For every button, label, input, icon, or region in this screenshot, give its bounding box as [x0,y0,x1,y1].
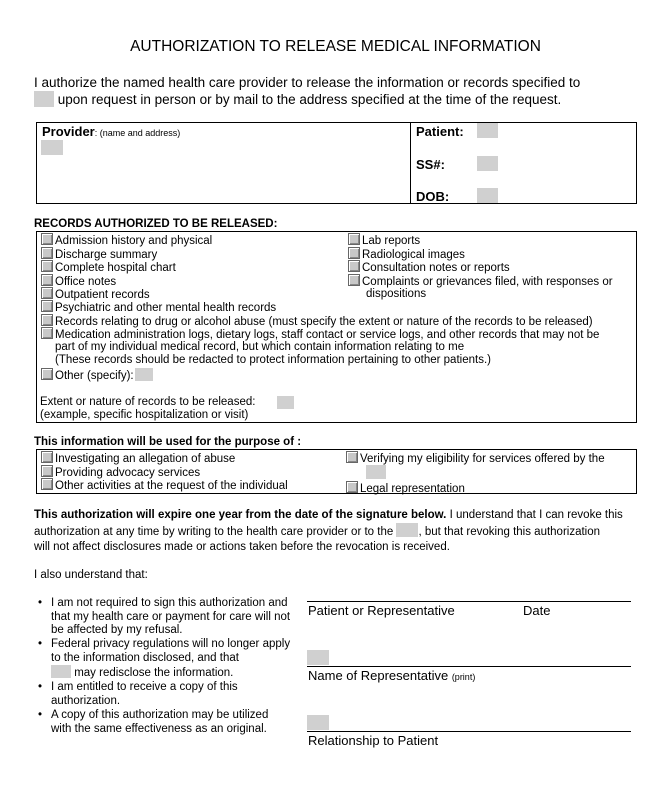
record-label: Admission history and physical [55,235,213,247]
record-label: Other (specify): [55,370,134,382]
checkbox-icon[interactable] [41,300,53,312]
bullet-refusal: • I am not required to sign this authorization and that my health care or payment for care will not be affected by my refusal. [51,597,301,638]
checkbox-icon[interactable] [41,287,53,299]
relationship-field[interactable] [307,715,329,730]
bullet-effectiveness: • A copy of this authorization may be utilized with the same effectiveness as an original. [51,709,281,736]
record-label: Psychiatric and other mental health records [55,302,277,314]
provider-label-text: Provider [42,124,95,139]
checkbox-icon[interactable] [41,478,53,490]
record-complaints-cont: dispositions [366,288,427,300]
record-medication[interactable] [41,327,599,342]
purpose-label: Providing advocacy services [55,467,201,479]
checkbox-icon[interactable] [41,451,53,463]
purpose-label: Legal representation [360,483,465,495]
rep-name-field[interactable] [307,650,329,665]
provider-label [42,124,180,139]
purpose-legal[interactable] [346,481,465,496]
bullet-privacy [51,638,291,681]
record-label: Consultation notes or reports [362,262,510,274]
services-provider-field[interactable] [366,465,386,479]
purpose-other[interactable] [41,478,288,493]
provider-patient-divider [410,122,411,204]
bullet-privacy-text: Federal privacy regulations will no longer apply to the information disclosed, and that [51,638,291,664]
record-label: Records relating to drug or alcohol abuse (must specify the extent or nature of the records to be released) [55,316,593,328]
expiry-paragraph [34,508,634,555]
expiry-line-1 [34,508,634,523]
record-label: Lab reports [362,235,421,247]
record-complaints[interactable] [348,274,613,289]
relationship-line [307,731,631,732]
checkbox-icon[interactable] [348,274,360,286]
ssn-field[interactable] [477,156,498,171]
checkbox-icon[interactable] [41,465,53,477]
record-label: Radiological images [362,249,465,261]
record-hospital-chart[interactable] [41,260,176,275]
checkbox-icon[interactable] [41,314,53,326]
understand-heading: I also understand that: [34,569,148,581]
dob-field[interactable] [477,188,498,203]
bullet-copy: • I am entitled to receive a copy of this authorization. [51,681,251,708]
rep-name-line [307,666,631,667]
checkbox-icon[interactable] [348,247,360,259]
expiry-rest: I understand that I can revoke this [446,509,623,521]
record-other[interactable] [41,368,134,383]
checkbox-icon[interactable] [348,260,360,272]
redisclose-field[interactable] [51,665,71,678]
print-note: (print) [451,672,476,682]
record-medication-line2: part of my individual medical record, but which contain information relating to me [55,341,465,353]
checkbox-icon[interactable] [41,368,53,380]
ssn-label: SS#: [416,157,445,172]
record-label: Complaints or grievances filed, with responses or [362,276,613,288]
record-psychiatric[interactable] [41,300,276,315]
relationship-label: Relationship to Patient [308,733,439,748]
checkbox-icon[interactable] [41,327,53,339]
purpose-label: Other activities at the request of the individual [55,480,288,492]
expiry-line-2b: , but that revoking this authorization [418,526,601,538]
checkbox-icon[interactable] [346,451,358,463]
expiry-line-2 [34,523,634,540]
record-label: Complete hospital chart [55,262,176,274]
date-label: Date [523,603,551,618]
provider-field[interactable] [41,140,63,155]
expiry-line-2a: authorization at any time by writing to the health care provider or to the [34,526,394,538]
checkbox-icon[interactable] [41,233,53,245]
record-medication-line3: (These records should be redacted to protect information pertaining to other patients.) [55,354,491,366]
revoke-recipient-field[interactable] [396,523,418,537]
record-admission[interactable] [41,233,212,248]
record-label: Office notes [55,276,117,288]
checkbox-icon[interactable] [41,260,53,272]
checkbox-icon[interactable] [346,481,358,493]
record-consultation[interactable] [348,260,510,275]
expiry-line-3: will not affect disclosures made or actions taken before the revocation is received. [34,541,450,553]
record-lab[interactable] [348,233,420,248]
extent-field[interactable] [277,396,294,409]
extent-label: Extent or nature of records to be released: [40,396,256,408]
purpose-verify[interactable] [346,451,605,466]
record-label: Discharge summary [55,249,158,261]
patient-rep-label: Patient or Representative [308,603,455,618]
bullet-privacy-text-2: may redisclose the information. [74,667,234,679]
purpose-label: Verifying my eligibility for services offered by the [360,453,605,465]
intro-paragraph [34,74,634,108]
rep-name-text: Name of Representative [308,668,449,683]
patient-field[interactable] [477,123,498,138]
intro-line-2 [34,91,634,108]
checkbox-icon[interactable] [41,247,53,259]
records-heading: RECORDS AUTHORIZED TO BE RELEASED: [34,218,278,230]
purpose-label: Investigating an allegation of abuse [55,453,236,465]
page-title: AUTHORIZATION TO RELEASE MEDICAL INFORMATION [130,38,541,55]
patient-label: Patient: [416,124,464,139]
intro-line-1: I authorize the named health care provider to release the information or records specified to [34,75,581,90]
record-label: Medication administration logs, dietary logs, staff contact or service logs, and other records that may not be [55,329,600,341]
dob-label: DOB: [416,189,450,204]
expiry-bold: This authorization will expire one year from the date of the signature below. [34,509,447,521]
checkbox-icon[interactable] [41,274,53,286]
signature-line [307,601,631,602]
extent-example: (example, specific hospitalization or visit) [40,409,249,421]
checkbox-icon[interactable] [348,233,360,245]
record-label: Outpatient records [55,289,150,301]
rep-name-label [308,668,475,683]
recipient-field[interactable] [34,91,54,107]
other-specify-field[interactable] [135,368,153,381]
provider-sublabel: : (name and address) [94,128,181,138]
intro-line-2-text: upon request in person or by mail to the address specified at the time of the request. [57,92,562,107]
purpose-heading: This information will be used for the purpose of : [34,436,302,448]
purpose-abuse[interactable] [41,451,235,466]
